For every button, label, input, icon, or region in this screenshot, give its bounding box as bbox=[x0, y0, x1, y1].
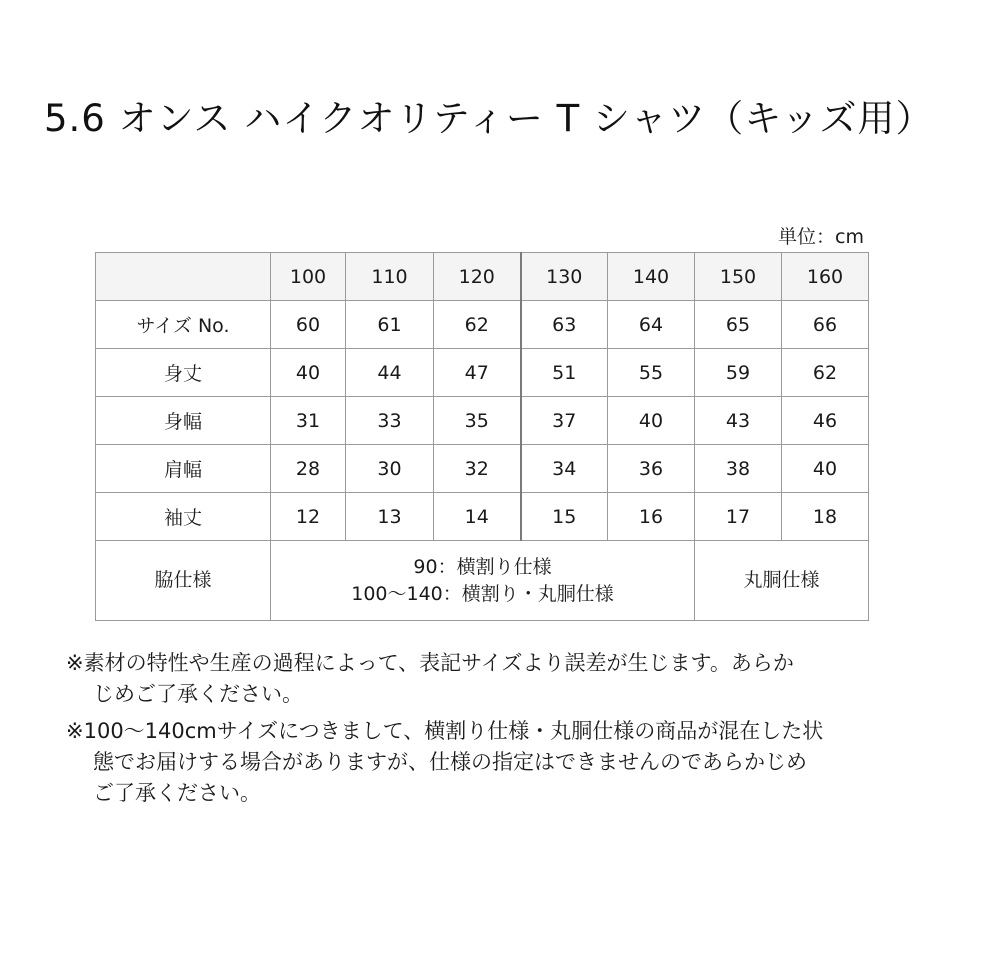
table-row bbox=[96, 349, 869, 397]
row-label: サイズ No. bbox=[96, 301, 271, 349]
table-cell: 62 bbox=[782, 349, 869, 397]
table-cell: 32 bbox=[434, 445, 521, 493]
table-cell: 31 bbox=[271, 397, 346, 445]
table-header-row bbox=[96, 253, 869, 301]
table-cell: 34 bbox=[521, 445, 608, 493]
table-cell: 14 bbox=[434, 493, 521, 541]
row-label: 脇仕様 bbox=[96, 541, 271, 621]
column-header: 150 bbox=[695, 253, 782, 301]
table-cell: 38 bbox=[695, 445, 782, 493]
side-spec-row bbox=[96, 541, 869, 621]
table-cell: 18 bbox=[782, 493, 869, 541]
table-row bbox=[96, 445, 869, 493]
table-cell: 63 bbox=[521, 301, 608, 349]
table-cell: 64 bbox=[608, 301, 695, 349]
table-cell: 60 bbox=[271, 301, 346, 349]
note-line: ※素材の特性や生産の過程によって、表記サイズより誤差が生じます。あらか bbox=[66, 651, 794, 675]
column-header: 130 bbox=[521, 253, 608, 301]
column-header: 100 bbox=[271, 253, 346, 301]
table-corner-cell bbox=[96, 253, 271, 301]
table-cell: 66 bbox=[782, 301, 869, 349]
table-cell: 36 bbox=[608, 445, 695, 493]
note-item bbox=[66, 716, 966, 809]
table-cell: 40 bbox=[271, 349, 346, 397]
table-cell: 44 bbox=[346, 349, 434, 397]
row-label: 身幅 bbox=[96, 397, 271, 445]
table-cell: 51 bbox=[521, 349, 608, 397]
table-row bbox=[96, 301, 869, 349]
column-header: 160 bbox=[782, 253, 869, 301]
note-item bbox=[66, 648, 966, 710]
column-header: 110 bbox=[346, 253, 434, 301]
table-cell: 62 bbox=[434, 301, 521, 349]
page-title: 5.6 オンス ハイクオリティー T シャツ（キッズ用） bbox=[44, 97, 934, 140]
note-line: 態でお届けする場合がありますが、仕様の指定はできませんのであらかじめ bbox=[93, 750, 807, 774]
row-label: 袖丈 bbox=[96, 493, 271, 541]
note-line: じめご了承ください。 bbox=[93, 682, 303, 706]
unit-label: 単位：cm bbox=[778, 226, 864, 248]
table-cell: 35 bbox=[434, 397, 521, 445]
table-cell: 65 bbox=[695, 301, 782, 349]
table-cell: 30 bbox=[346, 445, 434, 493]
row-label: 肩幅 bbox=[96, 445, 271, 493]
table-cell: 46 bbox=[782, 397, 869, 445]
table-row bbox=[96, 493, 869, 541]
table-cell: 55 bbox=[608, 349, 695, 397]
column-header: 120 bbox=[434, 253, 521, 301]
side-spec-cell-left bbox=[271, 541, 695, 621]
table-cell: 13 bbox=[346, 493, 434, 541]
note-line: ご了承ください。 bbox=[93, 781, 261, 805]
side-spec-cell-right: 丸胴仕様 bbox=[695, 541, 869, 621]
table-cell: 43 bbox=[695, 397, 782, 445]
column-header: 140 bbox=[608, 253, 695, 301]
side-spec-line: 90：横割り仕様 bbox=[413, 555, 552, 578]
size-chart-table bbox=[95, 252, 869, 621]
table-cell: 15 bbox=[521, 493, 608, 541]
table-cell: 33 bbox=[346, 397, 434, 445]
table-cell: 17 bbox=[695, 493, 782, 541]
table-row bbox=[96, 397, 869, 445]
table-cell: 40 bbox=[608, 397, 695, 445]
table-cell: 12 bbox=[271, 493, 346, 541]
table-cell: 37 bbox=[521, 397, 608, 445]
table-cell: 61 bbox=[346, 301, 434, 349]
table-cell: 16 bbox=[608, 493, 695, 541]
note-line: ※100〜140cmサイズにつきまして、横割り仕様・丸胴仕様の商品が混在した状 bbox=[66, 719, 824, 743]
side-spec-line: 100〜140：横割り・丸胴仕様 bbox=[351, 582, 614, 605]
table-cell: 28 bbox=[271, 445, 346, 493]
row-label: 身丈 bbox=[96, 349, 271, 397]
notes-section bbox=[66, 648, 966, 815]
table-cell: 59 bbox=[695, 349, 782, 397]
table-cell: 47 bbox=[434, 349, 521, 397]
table-cell: 40 bbox=[782, 445, 869, 493]
